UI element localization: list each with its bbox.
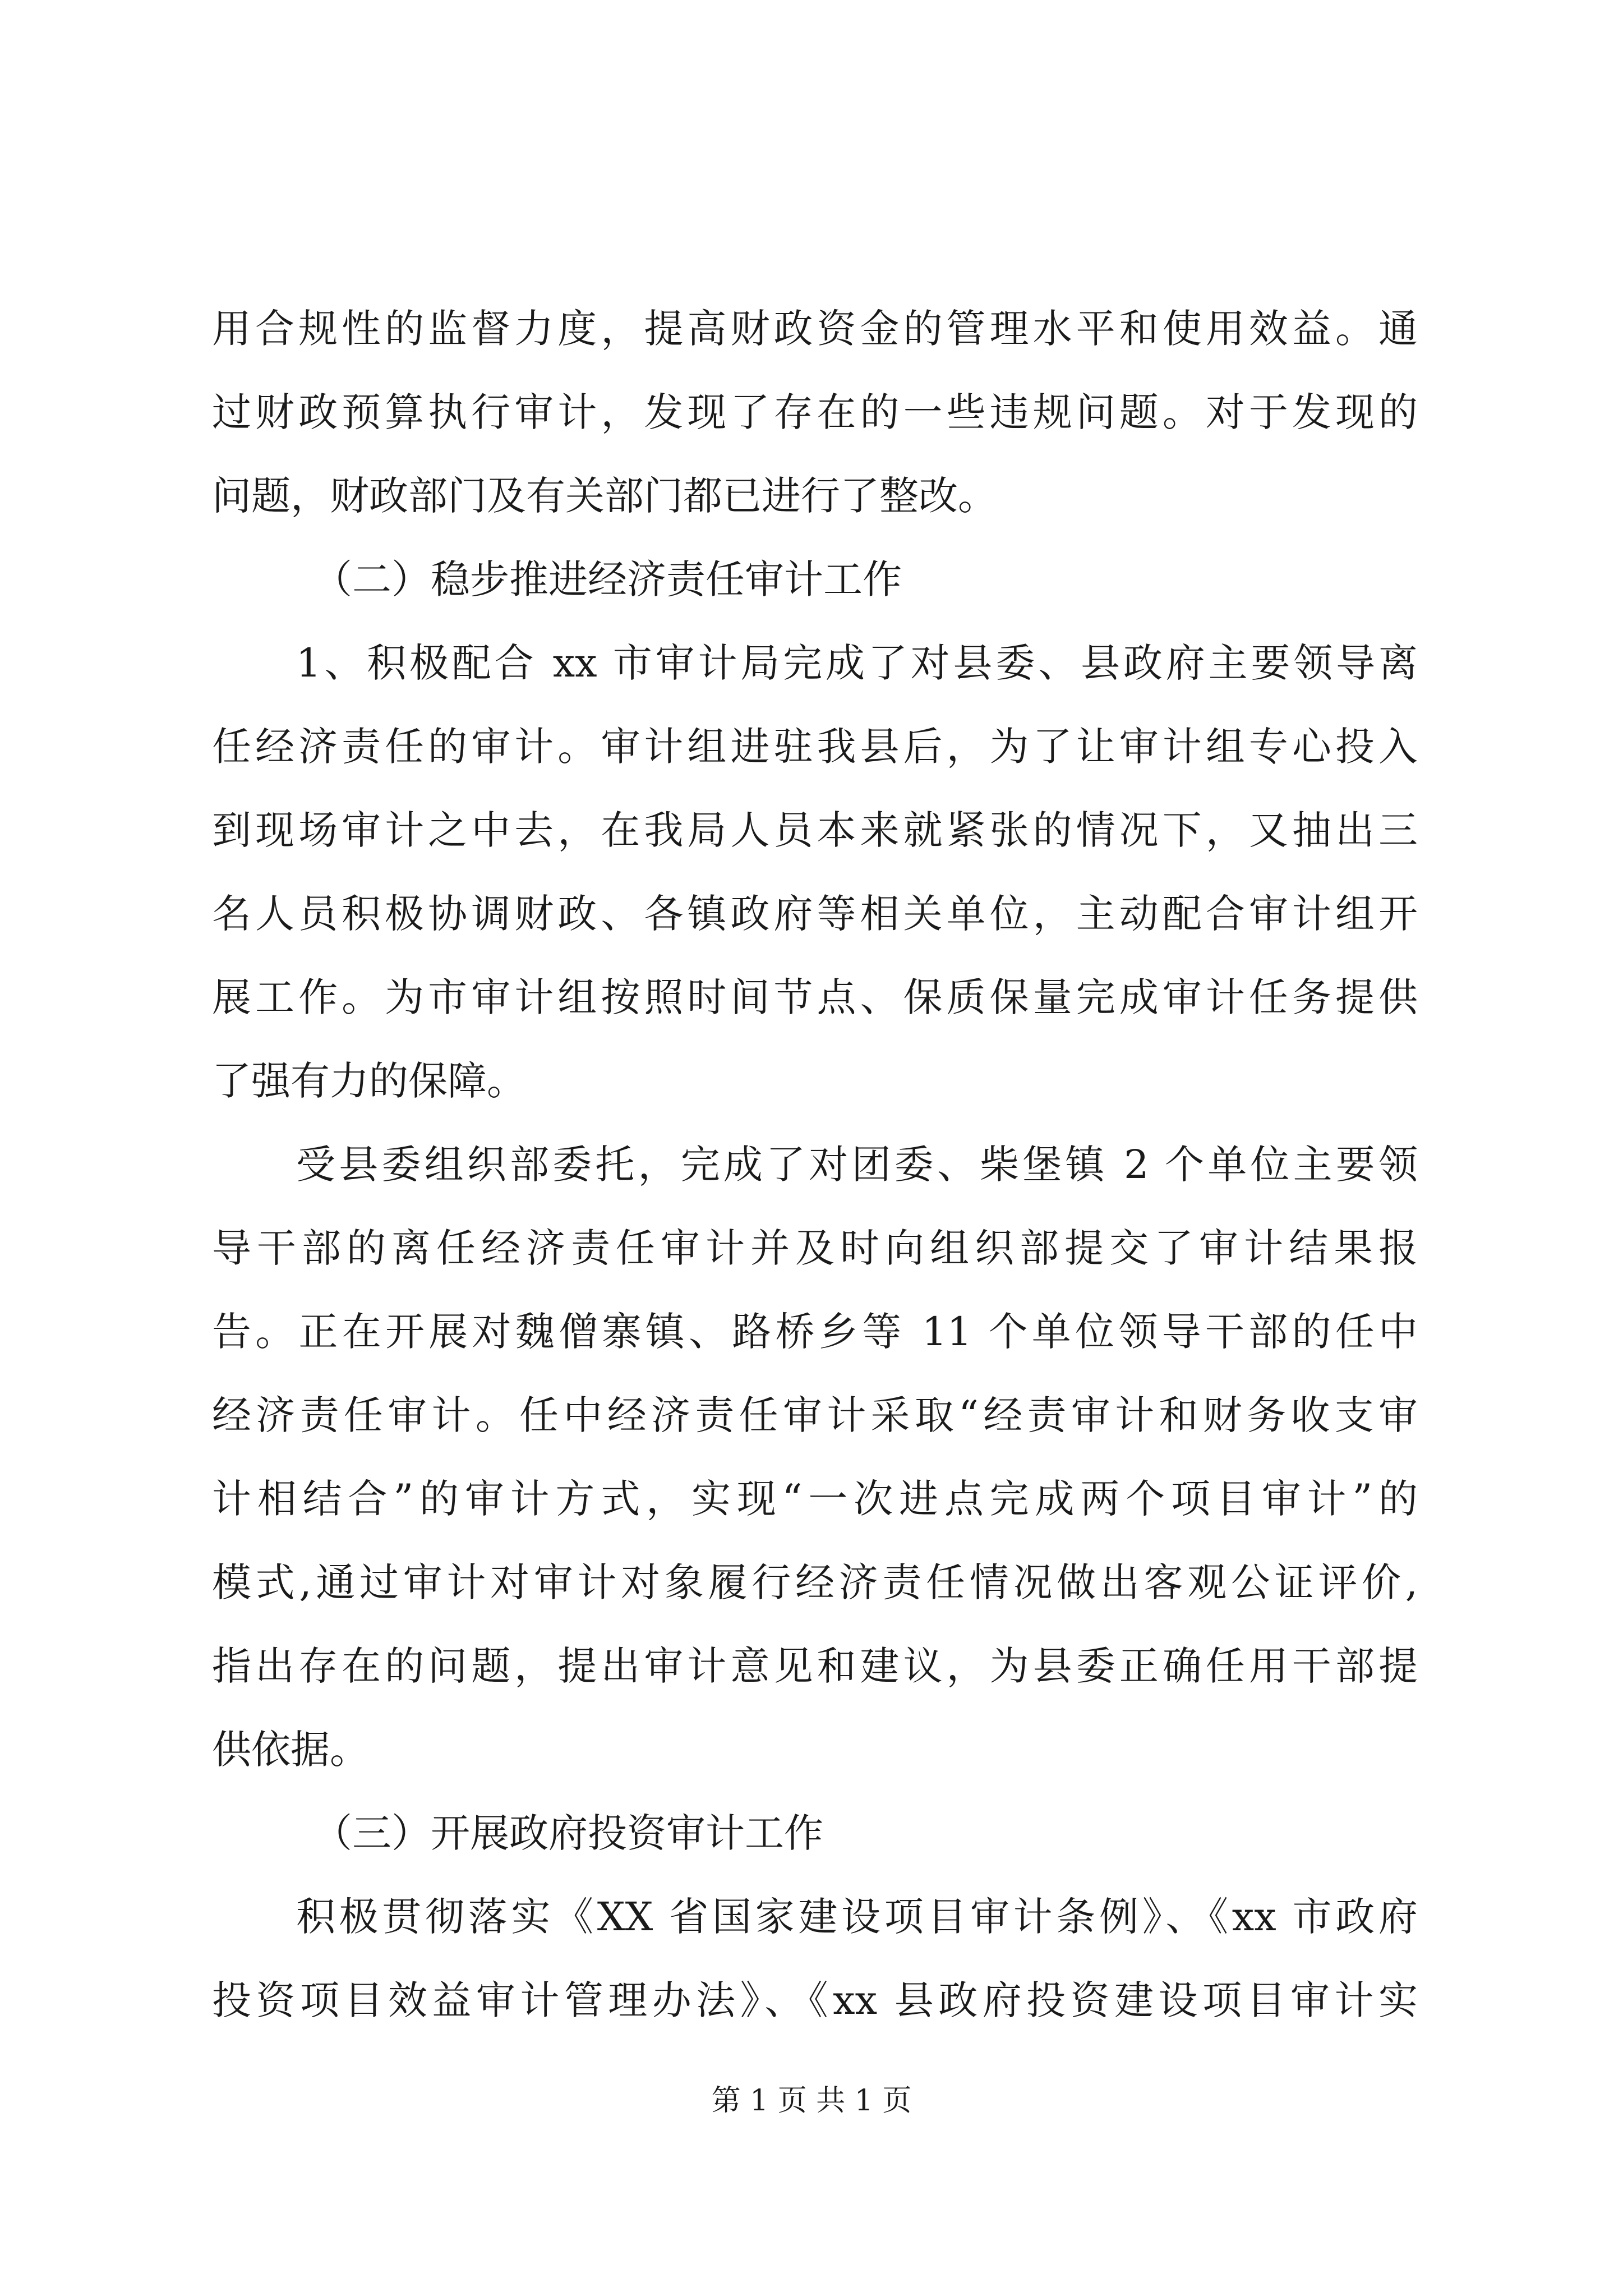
paragraph-line: 告。正在开展对魏僧寨镇、路桥乡等 11 个单位领导干部的任中 — [212, 1309, 1418, 1355]
paragraph-line: 供依据。 — [212, 1727, 369, 1773]
paragraph-line: 模式,通过审计对审计对象履行经济责任情况做出客观公证评价, — [212, 1559, 1418, 1605]
section-heading: （二）稳步推进经济责任审计工作 — [313, 556, 902, 602]
paragraph-line: 1、积极配合 xx 市审计局完成了对县委、县政府主要领导离 — [296, 640, 1418, 686]
paragraph-line: 任经济责任的审计。审计组进驻我县后，为了让审计组专心投入 — [212, 724, 1418, 770]
paragraph-line: 过财政预算执行审计，发现了存在的一些违规问题。对于发现的 — [212, 389, 1418, 435]
paragraph-line: 展工作。为市审计组按照时间节点、保质保量完成审计任务提供 — [212, 974, 1418, 1020]
paragraph-line: 问题，财政部门及有关部门都已进行了整改。 — [212, 473, 997, 519]
document-body — [212, 287, 1418, 2042]
paragraph-line: 经济责任审计。任中经济责任审计采取“经责审计和财务收支审 — [212, 1392, 1418, 1438]
paragraph-line: 了强有力的保障。 — [212, 1058, 526, 1104]
paragraph-line: 积极贯彻落实《XX 省国家建设项目审计条例》、《xx 市政府 — [296, 1894, 1418, 1940]
page-number-footer: 第 1 页 共 1 页 — [711, 2084, 912, 2118]
paragraph-line: 名人员积极协调财政、各镇政府等相关单位，主动配合审计组开 — [212, 891, 1418, 937]
paragraph-line: 用合规性的监督力度，提高财政资金的管理水平和使用效益。通 — [212, 306, 1418, 352]
paragraph-line: 导干部的离任经济责任审计并及时向组织部提交了审计结果报 — [212, 1225, 1418, 1271]
paragraph-line: 投资项目效益审计管理办法》、《xx 县政府投资建设项目审计实 — [212, 1977, 1418, 2023]
section-heading: （三）开展政府投资审计工作 — [313, 1810, 823, 1856]
paragraph-line: 受县委组织部委托，完成了对团委、柴堡镇 2 个单位主要领 — [296, 1142, 1418, 1188]
paragraph-line: 计相结合”的审计方式，实现“一次进点完成两个项目审计”的 — [212, 1476, 1418, 1522]
paragraph-line: 指出存在的问题，提出审计意见和建议，为县委正确任用干部提 — [212, 1643, 1418, 1689]
paragraph-line: 到现场审计之中去，在我局人员本来就紧张的情况下，又抽出三 — [212, 807, 1418, 853]
